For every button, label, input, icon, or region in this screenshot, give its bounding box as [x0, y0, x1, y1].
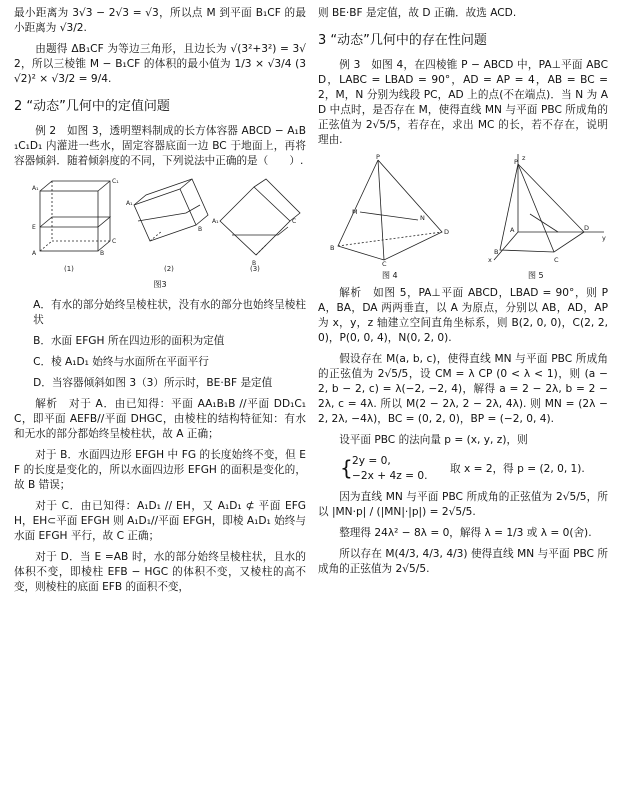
fig3-sub-1: (1): [64, 265, 74, 273]
figure-3: [14, 175, 306, 275]
svg-text:B: B: [252, 260, 257, 267]
svg-text:N: N: [420, 214, 425, 222]
svg-text:D: D: [584, 224, 590, 232]
svg-text:C: C: [554, 256, 559, 264]
svg-text:M: M: [352, 208, 358, 216]
svg-text:A: A: [32, 250, 37, 257]
option-b: B．水面 EFGH 所在四边形的面积为定值: [33, 335, 225, 347]
section-heading-2: 2 “动态”几何中的定值问题: [14, 99, 170, 114]
figure-5-caption: 图 5: [528, 271, 544, 280]
svg-text:A₁: A₁: [126, 200, 133, 207]
equation-2: −2x + 4z = 0.: [352, 470, 428, 482]
solution-c: 对于 C．由已知得：A₁D₁ // EH，又 A₁D₁ ⊄ 平面 EFGH，EH⊂平面 EFGH 则 A₁D₁//平面 EFGH，即棱 A₁D₁ 始终与水面 EFGH 平行，故 C 正确；: [14, 500, 306, 542]
svg-text:D: D: [444, 228, 450, 236]
equation-tail: 取 x = 2，得 p = (2, 0, 1).: [450, 463, 585, 475]
svg-text:B: B: [330, 244, 335, 252]
solution-a: 解析 对于 A．由已知得：平面 AA₁B₁B //平面 DD₁C₁C，即平面 AEFB//平面 DHGC，由棱柱的结构特征知：有水和无水的部分都始终呈棱柱状，故 A 正确；: [14, 398, 306, 440]
svg-text:E: E: [32, 224, 36, 231]
paragraph-volume: 由题得 ΔB₁CF 为等边三角形，且边长为 √(3²+3²) = 3√2，所以三棱锥 M − B₁CF 的体积的最小值为 1/3 × √3/4 (3√2)² × √3/2 = 9/4.: [14, 43, 306, 85]
option-c: C．棱 A₁D₁ 始终与水面所在平面平行: [33, 356, 209, 368]
svg-text:B: B: [100, 250, 105, 257]
svg-text:P: P: [376, 154, 380, 161]
svg-text:B: B: [198, 226, 203, 233]
svg-text:A₁: A₁: [212, 218, 219, 225]
right-column: [318, 0, 608, 583]
svg-text:A₁: A₁: [32, 185, 39, 192]
fig3-sub-3: (3): [250, 265, 260, 273]
solution-d: 对于 D．当 E =AB 时，水的部分始终呈棱柱状，且水的体积不变，即棱柱 EFB − HGC 的体积不变，又棱柱的高不变，则棱柱的底面 EFB 的面积不变，: [14, 551, 306, 593]
svg-text:C: C: [292, 218, 297, 225]
figure-3-drawing: [14, 175, 306, 275]
paragraph-min-distance: 最小距离为 3√3 − 2√3 = √3，所以点 M 到平面 B₁CF 的最小距离为 √3/2.: [14, 7, 306, 34]
section-heading-3: 3 “动态”几何中的存在性问题: [318, 33, 487, 48]
solution-3-normal: 设平面 PBC 的法向量 p = (x, y, z)，则: [339, 434, 528, 446]
option-a: A．有水的部分始终呈棱柱状，没有水的部分也始终呈棱柱状: [33, 299, 306, 326]
svg-text:y: y: [602, 234, 606, 242]
svg-text:B: B: [494, 248, 499, 256]
equation-system: { 2y = 0, −2x + 4z = 0. 取 x = 2，得 p = (2, 0, 1).: [340, 455, 585, 482]
example-3: 例 3 如图 4，在四棱锥 P − ABCD 中，PA⊥平面 ABCD，LABC = LBAD = 90°，AD = AP = 4，AB = BC = 2，M，N 分别为线段 PC，AD 上的点(不在端点)．当 N 为 AD 中点时，是否存在 M，使得直线 MN 与平面 PBC 所成角的正弦值为 2√5/5，若存在，求出 MC 的长，若不存在，说明理由.: [318, 59, 608, 146]
left-column: [14, 0, 306, 601]
svg-text:C: C: [112, 238, 117, 245]
solution-3-angle: 因为直线 MN 与平面 PBC 所成角的正弦值为 2√5/5，所以 |MN·p| / (|MN|·|p|) = 2√5/5.: [318, 491, 608, 518]
solution-b: 对于 B．水面四边形 EFGH 中 FG 的长度始终不变，但 EF 的长度是变化的，所以水面四边形 EFGH 的面积是变化的，故 B 错误；: [14, 449, 306, 491]
example-2: 例 2 如图 3，透明塑料制成的长方体容器 ABCD − A₁B₁C₁D₁ 内灌进一些水，固定容器底面一边 BC 于地面上，再将容器倾斜．随着倾斜度的不同，下列说法中正确的是（ ）.: [14, 125, 306, 167]
paragraph-d-correct: 则 BE·BF 是定值，故 D 正确．故选 ACD.: [318, 7, 517, 19]
option-d: D．当容器倾斜如图 3（3）所示时，BE·BF 是定值: [33, 377, 273, 389]
svg-text:x: x: [488, 256, 492, 264]
solution-3-conclusion: 所以存在 M(4/3, 4/3, 4/3) 使得直线 MN 与平面 PBC 所成角的正弦值为 2√5/5.: [318, 548, 608, 575]
svg-text:z: z: [522, 154, 526, 162]
figures-4-5-drawing: [318, 154, 608, 266]
svg-text:A: A: [510, 226, 515, 234]
svg-text:C: C: [382, 260, 387, 266]
equation-1: 2y = 0,: [352, 455, 391, 467]
figure-4-5-captions: [318, 268, 608, 280]
figures-4-5: [318, 154, 608, 266]
solution-3-setup: 解析 如图 5，PA⊥平面 ABCD，LBAD = 90°，则 PA，BA，DA 两两垂直，以 A 为原点，分别以 AB，AD，AP 为 x，y，z 轴建立空间直角坐标系，则 B(2, 0, 0)，C(2, 2, 0)，P(0, 0, 4)，N(0, 2, 0).: [318, 287, 608, 344]
solution-3-lambda: 整理得 24λ² − 8λ = 0，解得 λ = 1/3 或 λ = 0(舍).: [339, 527, 592, 539]
fig3-sub-2: (2): [164, 265, 174, 273]
figure-3-caption: 图3: [153, 280, 167, 289]
svg-text:P: P: [514, 158, 518, 166]
solution-3-assume: 假设存在 M(a, b, c)，使得直线 MN 与平面 PBC 所成角的正弦值为 2√5/5，设 CM = λ CP (0 < λ < 1)，则 (a − 2, b − 2, c) = λ(−2, −2, 4)，解得 a = 2 − 2λ, b = 2 − 2λ, c = 4λ. 所以 M(2 − 2λ, 2 − 2λ, 4λ). 则 MN = (2λ − 2, 2λ, −4λ)，BC = (0, 2, 0)，BP = (−2, 0, 4).: [318, 353, 608, 425]
figure-4-caption: 图 4: [382, 271, 398, 280]
svg-text:C₁: C₁: [112, 178, 119, 185]
